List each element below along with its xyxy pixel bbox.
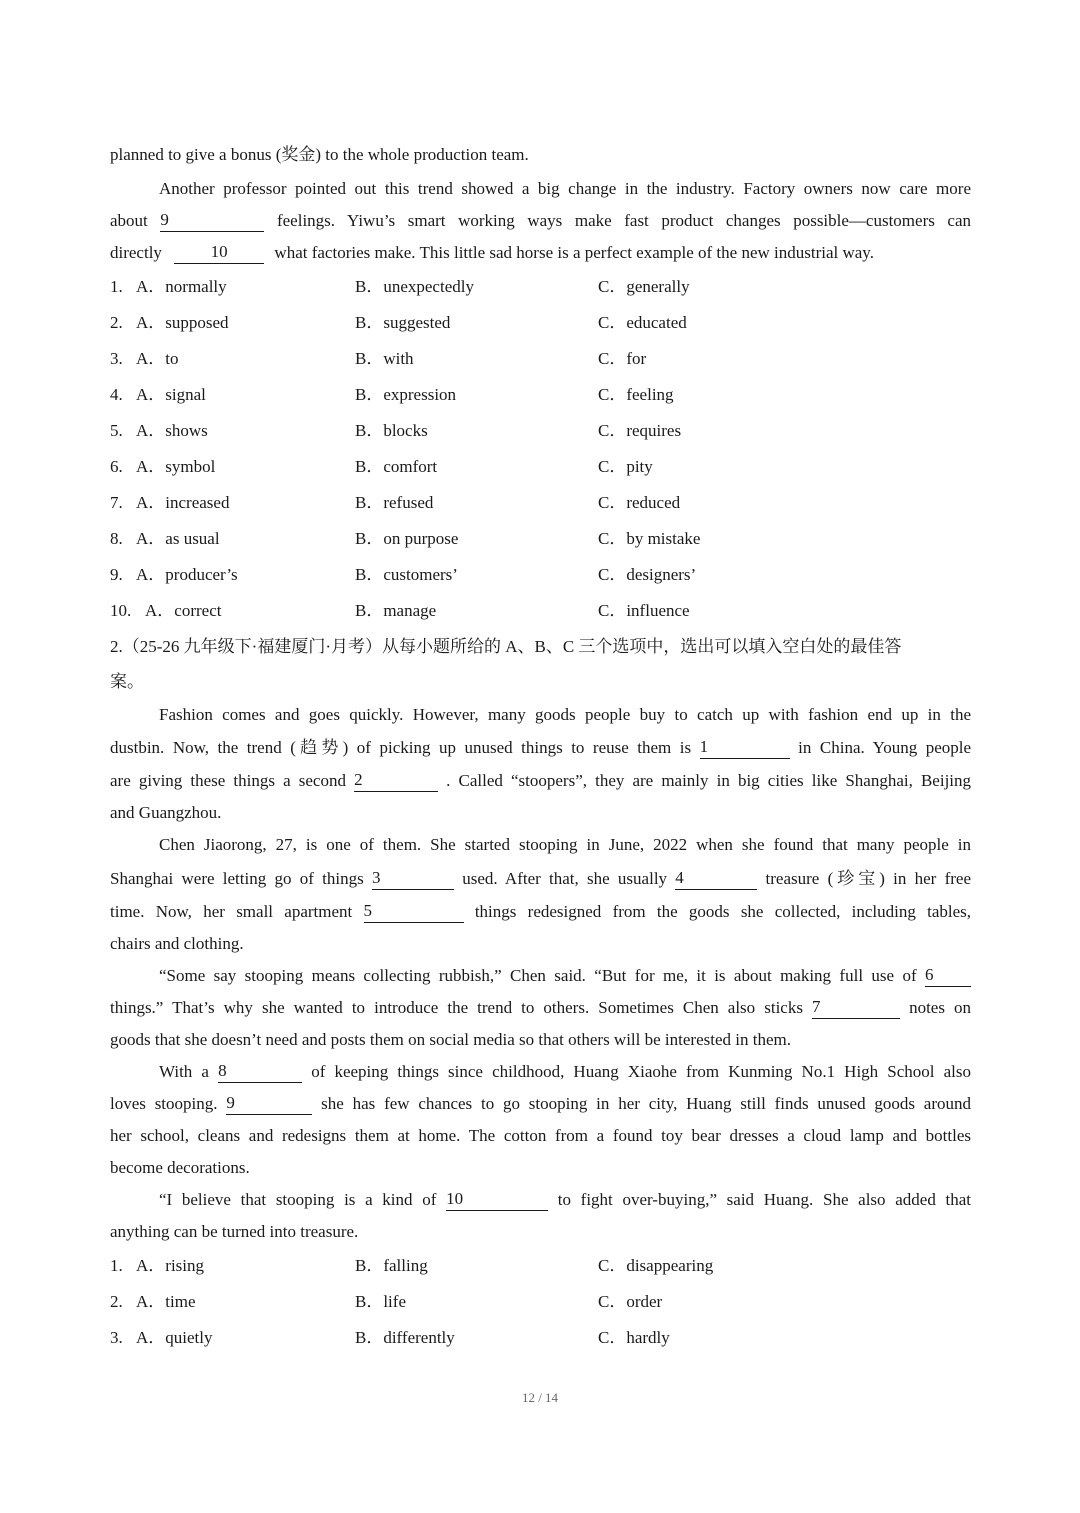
question-number: 1.: [110, 277, 123, 296]
question-2-heading: 2.（25-26 九年级下·福建厦门·月考）从每小题所给的 A、B、C 三个选项中，选出可以填入空白处的最佳答: [110, 637, 902, 656]
option-b: B．expression: [355, 385, 457, 404]
option-c: C．feeling: [598, 385, 674, 404]
option-c: C．order: [598, 1292, 663, 1311]
blank-4: 4: [675, 868, 757, 890]
option-b: B．on purpose: [355, 529, 459, 548]
blank-2: 2: [354, 770, 438, 792]
p5-line-2: anything can be turned into treasure.: [110, 1222, 359, 1241]
option-b: B．customers’: [355, 565, 458, 584]
option-row: [110, 1284, 971, 1320]
blank-5: 5: [364, 901, 464, 923]
text-segment: dustbin. Now, the trend (趋势) of picking up unused things to reuse them is: [110, 738, 692, 757]
option-c: C．educated: [598, 313, 687, 332]
question-number: 8.: [110, 529, 123, 548]
option-b: B．blocks: [355, 421, 428, 440]
option-a: A．correct: [145, 601, 222, 620]
option-b: B．differently: [355, 1328, 455, 1347]
option-b: B．with: [355, 349, 414, 368]
option-a: A．quietly: [136, 1328, 213, 1347]
option-c: C．hardly: [598, 1328, 670, 1347]
option-b: B．refused: [355, 493, 434, 512]
p1-line-4: and Guangzhou.: [110, 803, 222, 822]
option-row: [110, 593, 971, 629]
p4-line-2: [110, 1088, 971, 1120]
option-row: [110, 1320, 971, 1356]
option-row: [110, 557, 971, 593]
p1-line-2: [110, 731, 971, 765]
p2-line-1: Chen Jiaorong, 27, is one of them. She started stooping in June, 2022 when she found that many people in: [159, 835, 971, 854]
text-segment: are giving these things a second: [110, 771, 346, 790]
options-list-1: [110, 269, 971, 629]
option-c: C．requires: [598, 421, 682, 440]
option-row: [110, 269, 971, 305]
text-segment: to fight over-buying,” said Huang. She also added that: [557, 1190, 971, 1209]
text-segment: “I believe that stooping is a kind of: [159, 1190, 437, 1209]
option-a: A．rising: [136, 1256, 204, 1275]
question-2-heading-cont: 案。: [110, 672, 144, 691]
option-b: B．falling: [355, 1256, 428, 1275]
option-a: A．symbol: [136, 457, 216, 476]
question-number: 5.: [110, 421, 123, 440]
option-row: [110, 485, 971, 521]
question-number: 1.: [110, 1256, 123, 1275]
text-segment: treasure (珍宝) in her free: [765, 869, 971, 888]
text-segment: directly: [110, 243, 162, 262]
text-segment: notes on: [909, 998, 971, 1017]
option-c: C．for: [598, 349, 647, 368]
text-segment: things.” That’s why she wanted to introduce the trend to others. Sometimes Chen also sticks: [110, 998, 803, 1017]
text-segment: things redesigned from the goods she collected, including tables,: [474, 902, 971, 921]
passage1-line-2: Another professor pointed out this trend showed a big change in the industry. Factory owners now care more: [159, 179, 971, 198]
option-row: [110, 341, 971, 377]
text-segment: used. After that, she usually: [462, 869, 668, 888]
text-segment: in China. Young people: [798, 738, 971, 757]
option-row: [110, 449, 971, 485]
page-number: 12 / 14: [521, 1390, 559, 1405]
option-row: [110, 305, 971, 341]
p1-line-3: [110, 765, 971, 797]
option-row: [110, 1248, 971, 1284]
p3-line-2: [110, 992, 971, 1024]
question-number: 7.: [110, 493, 123, 512]
option-a: A．increased: [136, 493, 230, 512]
blank-6: 6: [925, 965, 971, 987]
p2-line-2: [110, 861, 971, 896]
option-c: C．pity: [598, 457, 653, 476]
text-segment: she has few chances to go stooping in her city, Huang still finds unused goods around: [321, 1094, 971, 1113]
question-number: 4.: [110, 385, 123, 404]
options-list-2: [110, 1248, 971, 1356]
option-b: B．life: [355, 1292, 406, 1311]
question-number: 2.: [110, 313, 123, 332]
text-segment: With a: [159, 1062, 209, 1081]
question-number: 3.: [110, 349, 123, 368]
question-number: 9.: [110, 565, 123, 584]
option-c: C．by mistake: [598, 529, 701, 548]
text-segment: time. Now, her small apartment: [110, 902, 353, 921]
question-number: 2.: [110, 1292, 123, 1311]
question-number: 10.: [110, 601, 132, 620]
option-row: [110, 521, 971, 557]
text-segment: Shanghai were letting go of things: [110, 869, 364, 888]
option-a: A．signal: [136, 385, 206, 404]
option-c: C．generally: [598, 277, 690, 296]
text-segment: feelings. Yiwu’s smart working ways make fast product changes possible—customers can: [276, 211, 971, 230]
option-c: C．designers’: [598, 565, 697, 584]
option-c: C．disappearing: [598, 1256, 714, 1275]
text-segment: what factories make. This little sad horse is a perfect example of the new industrial way.: [274, 243, 874, 262]
p2-line-4: chairs and clothing.: [110, 934, 244, 953]
p1-line-1: Fashion comes and goes quickly. However, many goods people buy to catch up with fashion end up in the: [159, 705, 971, 724]
blank-1: 1: [700, 737, 790, 759]
p4-line-4: become decorations.: [110, 1158, 250, 1177]
option-b: B．unexpectedly: [355, 277, 474, 296]
blank-10: 10: [446, 1189, 548, 1211]
p4-line-3: her school, cleans and redesigns them at home. The cotton from a found toy bear dresses a cloud lamp and bottles: [110, 1126, 971, 1145]
option-a: A．to: [136, 349, 179, 368]
question-number: 3.: [110, 1328, 123, 1347]
blank-10: 10: [174, 242, 264, 264]
text-segment: loves stooping.: [110, 1094, 218, 1113]
option-b: B．suggested: [355, 313, 451, 332]
blank-7: 7: [812, 997, 900, 1019]
p4-line-1: [110, 1056, 971, 1088]
passage1-line-4: [110, 237, 971, 269]
document-page: [110, 140, 971, 1356]
option-c: C．influence: [598, 601, 690, 620]
blank-8: 8: [218, 1061, 302, 1083]
text-segment: . Called “stoopers”, they are mainly in big cities like Shanghai, Beijing: [446, 771, 971, 790]
p2-line-3: [110, 896, 971, 928]
option-a: A．normally: [136, 277, 227, 296]
blank-3: 3: [372, 868, 454, 890]
text-segment: about: [110, 211, 148, 230]
question-number: 6.: [110, 457, 123, 476]
option-row: [110, 413, 971, 449]
option-a: A．supposed: [136, 313, 229, 332]
option-b: B．manage: [355, 601, 437, 620]
p3-line-1: [110, 960, 971, 992]
text-segment: “Some say stooping means collecting rubbish,” Chen said. “But for me, it is about making full use of: [159, 966, 917, 985]
option-b: B．comfort: [355, 457, 438, 476]
blank-9: 9: [226, 1093, 312, 1115]
passage1-line-3: [110, 205, 971, 237]
option-a: A．producer’s: [136, 565, 238, 584]
option-a: A．shows: [136, 421, 208, 440]
p3-line-3: goods that she doesn’t need and posts them on social media so that others will be interested in them.: [110, 1030, 791, 1049]
p5-line-1: [110, 1184, 971, 1216]
text-segment: of keeping things since childhood, Huang Xiaohe from Kunming No.1 High School also: [311, 1062, 971, 1081]
option-a: A．as usual: [136, 529, 220, 548]
option-a: A．time: [136, 1292, 196, 1311]
option-row: [110, 377, 971, 413]
blank-9: 9: [160, 210, 264, 232]
passage-2: [110, 699, 971, 1248]
option-c: C．reduced: [598, 493, 681, 512]
passage1-line-1: planned to give a bonus (奖金) to the whole production team.: [110, 145, 529, 164]
